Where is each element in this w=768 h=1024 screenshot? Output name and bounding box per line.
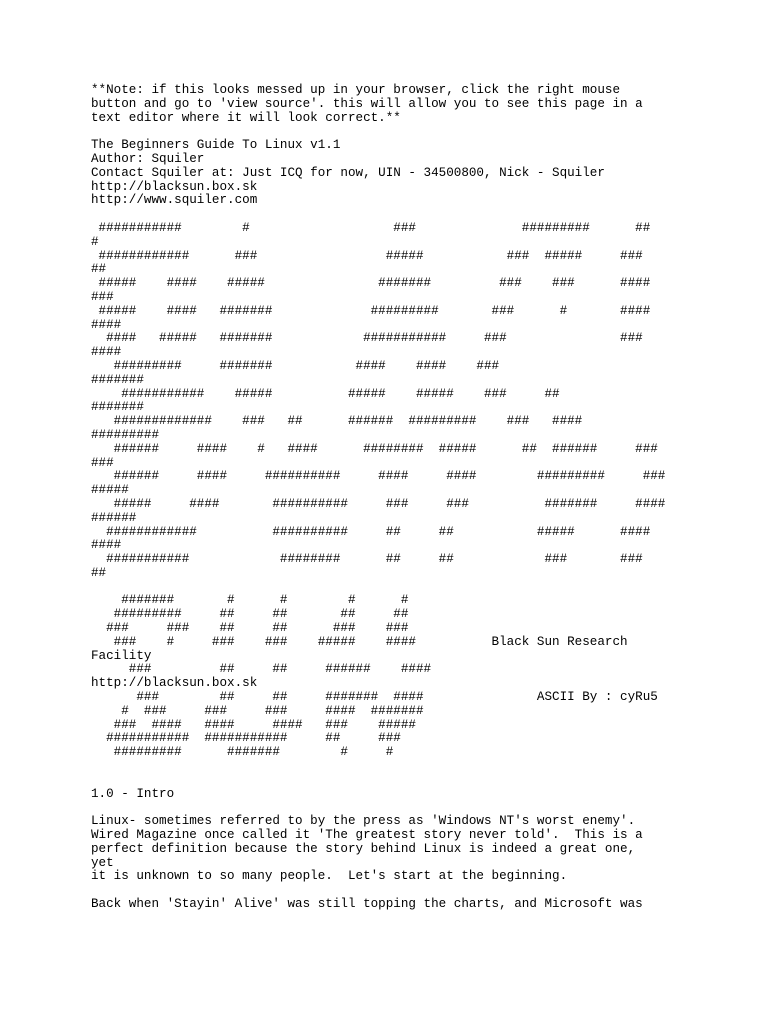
- ascii-line: ############ ########## ## ## ##### ####: [91, 524, 651, 539]
- ascii-line: #######: [91, 400, 144, 415]
- paragraph-line: Linux- sometimes referred to by the press as 'Windows NT's worst enemy'.: [91, 814, 636, 829]
- section-heading: 1.0 - Intro: [91, 786, 175, 801]
- ascii-line: ### ### ## ## ### ###: [91, 621, 409, 636]
- url-squiler: http://www.squiler.com: [91, 193, 258, 208]
- ascii-line: #########: [91, 427, 160, 442]
- ascii-line: ######### ####### # #: [91, 745, 394, 760]
- document-page: [91, 84, 761, 912]
- ascii-line: ############ ### ##### ### ##### ###: [91, 248, 643, 263]
- ascii-line: ### ## ## ###### ####: [91, 662, 432, 677]
- ascii-line: ##: [91, 262, 107, 277]
- ascii-line: ###: [91, 455, 114, 470]
- ascii-line: ### # ### ### ##### #### Black Sun Research: [91, 634, 628, 649]
- ascii-line: ########### ######## ## ## ### ###: [91, 552, 643, 567]
- intro-paragraph: [91, 815, 761, 884]
- note-line: **Note: if this looks messed up in your browser, click the right mouse: [91, 83, 621, 97]
- url-blacksun: http://blacksun.box.sk: [91, 179, 258, 194]
- contact-line: Contact Squiler at: Just ICQ for now, UIN - 34500800, Nick - Squiler: [91, 165, 605, 180]
- ascii-line: ########### # ### ######### ##: [91, 220, 651, 235]
- note-line: text editor where it will look correct.**: [91, 110, 401, 125]
- ascii-art-blacksun: [91, 594, 761, 760]
- paragraph-line: it is unknown to so many people. Let's start at the beginning.: [91, 869, 568, 884]
- ascii-line: http://blacksun.box.sk: [91, 676, 258, 691]
- ascii-line: ##### #### ##### ####### ### ### ####: [91, 276, 651, 291]
- ascii-line: ##: [91, 565, 107, 580]
- ascii-line: ######: [91, 510, 137, 525]
- note-block: [91, 84, 761, 125]
- paragraph-line: yet: [91, 855, 114, 870]
- ascii-line: # ### ### ### #### #######: [91, 703, 424, 718]
- ascii-line: #: [91, 234, 99, 249]
- ascii-line: ######### ## ## ## ##: [91, 607, 409, 622]
- ascii-line: ### ## ## ####### #### ASCII By : cyRu5: [91, 690, 658, 705]
- ascii-line: ########### ##### ##### ##### ### ##: [91, 386, 560, 401]
- note-line: button and go to 'view source'. this will allow you to see this page in a: [91, 96, 643, 111]
- ascii-line: #######: [91, 372, 144, 387]
- ascii-line: ###### #### # #### ######## ##### ## ###### ###: [91, 441, 658, 456]
- ascii-line: ### #### #### #### ### #####: [91, 717, 416, 732]
- paragraph-line: perfect definition because the story behind Linux is indeed a great one,: [91, 841, 636, 856]
- ascii-line: #####: [91, 483, 129, 498]
- paragraph-line: Wired Magazine once called it 'The greatest story never told'. This is a: [91, 828, 643, 843]
- ascii-line: ########### ########### ## ###: [91, 731, 401, 746]
- paragraph-line: Back when 'Stayin' Alive' was still topping the charts, and Microsoft was: [91, 897, 643, 912]
- document-header: [91, 139, 761, 208]
- ascii-line: ####: [91, 317, 122, 332]
- ascii-line: ###### #### ########## #### #### ######### ###: [91, 469, 666, 484]
- ascii-line: ####: [91, 345, 122, 360]
- ascii-line: Facility: [91, 648, 152, 663]
- author-line: Author: Squiler: [91, 151, 205, 166]
- ascii-line: ############# ### ## ###### ######### ### ####: [91, 414, 583, 429]
- document-title: The Beginners Guide To Linux v1.1: [91, 138, 341, 153]
- ascii-art-linux: [91, 222, 761, 581]
- intro-paragraph: [91, 898, 761, 912]
- ascii-line: #### ##### ####### ########### ### ###: [91, 331, 643, 346]
- ascii-line: ###: [91, 289, 114, 304]
- ascii-line: ####### # # # #: [91, 593, 409, 608]
- ascii-line: ##### #### ####### ######### ### # ####: [91, 303, 651, 318]
- ascii-line: ##### #### ########## ### ### ####### ####: [91, 496, 666, 511]
- ascii-line: ######### ####### #### #### ###: [91, 358, 500, 373]
- ascii-line: ####: [91, 538, 122, 553]
